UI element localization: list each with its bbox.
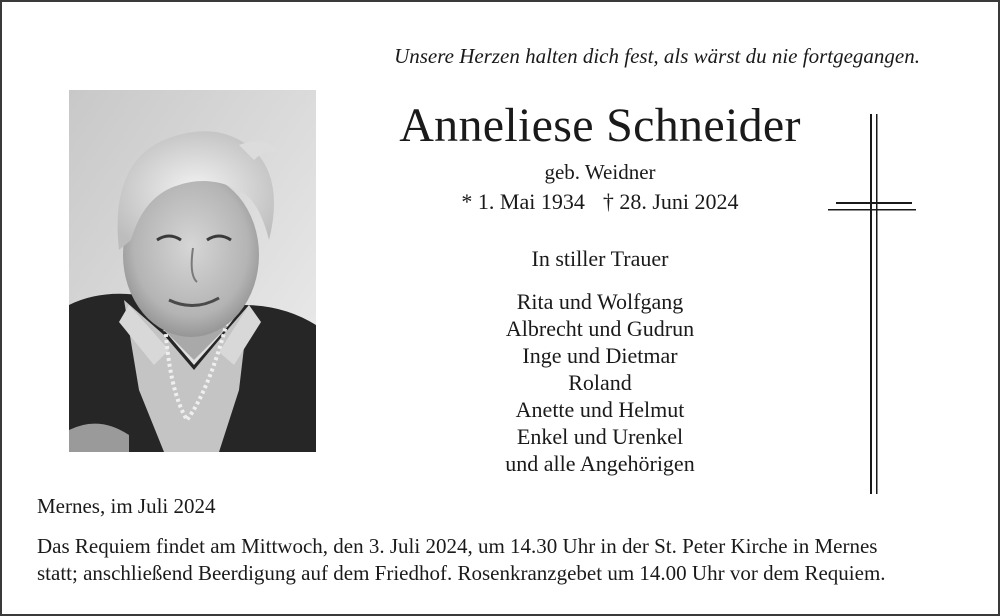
mourner-name: Inge und Dietmar: [522, 343, 678, 368]
service-notice-line: Das Requiem findet am Mittwoch, den 3. Juli 2024, um 14.30 Uhr in der St. Peter Kirche in Mernes: [37, 534, 878, 558]
birth-date: * 1. Mai 1934: [461, 189, 585, 214]
service-notice-line: statt; anschließend Beerdigung auf dem Friedhof. Rosenkranzgebet um 14.00 Uhr vor dem Requiem.: [37, 561, 886, 585]
portrait-photo: [69, 90, 316, 452]
mourner-name: Albrecht und Gudrun: [505, 316, 695, 341]
service-notice: [37, 533, 886, 587]
cross-icon: [826, 114, 920, 494]
death-date: † 28. Juni 2024: [602, 189, 739, 214]
deceased-name: Anneliese Schneider: [399, 99, 801, 152]
mourners-list: [352, 288, 848, 477]
motto-quote: Unsere Herzen halten dich fest, als wärst du nie fortgegangen.: [394, 44, 920, 68]
mourner-name: und alle Angehörigen: [505, 451, 695, 476]
mourner-name: Roland: [568, 370, 632, 395]
mourner-name: Rita und Wolfgang: [516, 289, 684, 314]
mourner-name: Enkel und Urenkel: [516, 424, 684, 449]
mourner-name: Anette und Helmut: [515, 397, 685, 422]
life-dates: [352, 189, 848, 215]
place-and-date: Mernes, im Juli 2024: [37, 494, 216, 518]
mourning-line: In stiller Trauer: [531, 246, 669, 271]
maiden-name: geb. Weidner: [544, 160, 656, 184]
